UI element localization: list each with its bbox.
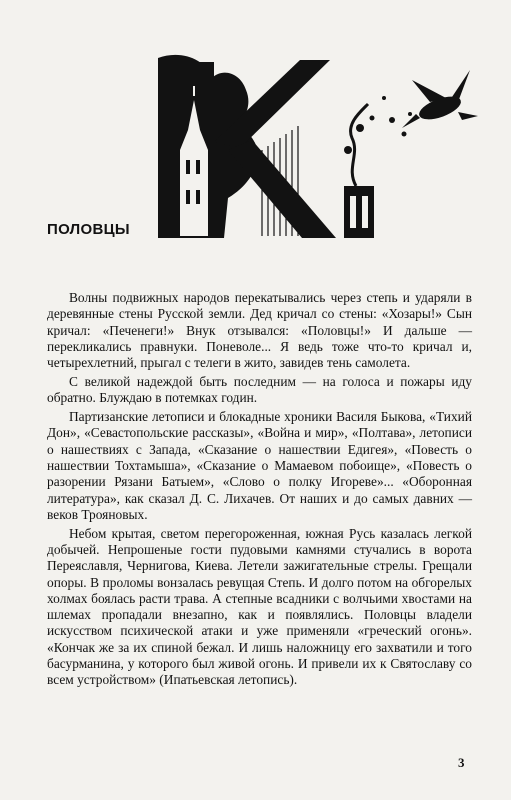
paragraph: Волны подвижных народов перекатывались через степь и ударяли в деревянные стены Русской земли. Дед кричал со стены: «Хозары!» Сын кричал: «Печенеги!» Внук отзывался: «Половцы!» И дальше — перекликались правнуки. Поневоле... Я ведь тоже что-то кричал и, четырехлетний, прыгал с телеги в жито, завидев тень самолета.: [47, 290, 472, 371]
chapter-body: [47, 290, 472, 691]
paragraph: Небом крытая, светом перегороженная, южная Русь казалась легкой добычей. Непрошеные гости пудовыми камнями стучались в ворота Переяславля, Чернигова, Киева. Летели зажигательные стрелы. Грещали опоры. В проломы вонзалась ревущая Степь. И долго потом на обгорелых холмах боялась расти трава. А степные всадники с волчьими хвостами на шлемах пропадали внезапно, как и появлялись. Половцы владели искусством психической атаки и уже применяли «греческий огонь». «Кончак же за их спиной бежал. И лишь наложницу его захватили и того басурманина, у которого был живой огонь. И привели их к Святославу со всем устройством» (Ипатьевская летопись).: [47, 525, 472, 688]
chapter-title: ПОЛОВЦЫ: [47, 221, 130, 238]
small-letter-block: [344, 186, 374, 238]
bird-icon: [402, 70, 478, 128]
wall-hatching: [262, 126, 298, 236]
sparks: [370, 96, 413, 137]
page-number: 3: [458, 755, 465, 770]
vine-stem: [351, 104, 368, 186]
paragraph: Партизанские летописи и блокадные хроники Василя Быкова, «Тихий Дон», «Севастопольские рассказы», «Война и мир», «Полтава», летописи о нашествиях с Запада, «Сказание о нашествии Едигея», «Повесть о нашествии Тохтамыша», «Сказание о Мамаевом побоище», «Повесть о разорении Рязани Батыем», «Слово о полку Игореве»... «Оборонная литература», как сказал Д. С. Лихачев. От наших и до самых давних — веков Трояновых.: [47, 409, 472, 522]
paragraph: С великой надеждой быть последним — на голоса и пожары иду обратно. Блуждаю в потемках годин.: [47, 373, 472, 406]
drop-cap-illustration: [0, 0, 511, 240]
